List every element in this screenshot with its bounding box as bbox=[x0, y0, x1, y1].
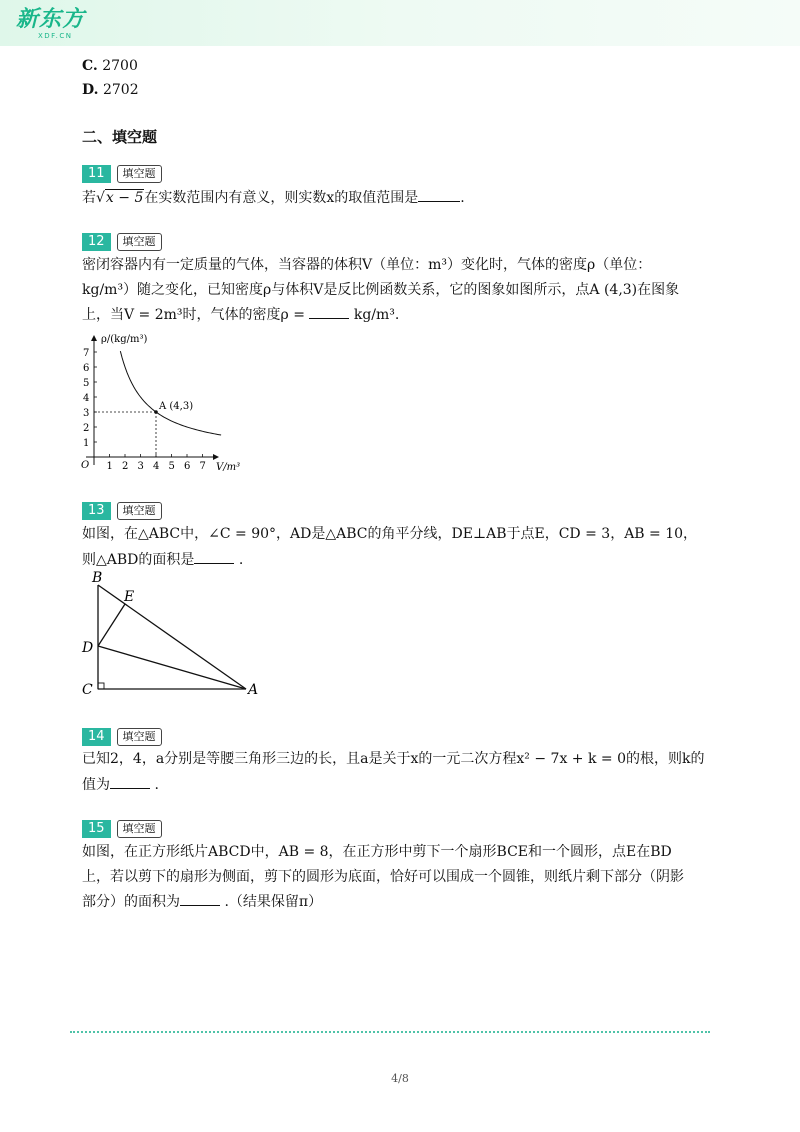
question-number: 14 bbox=[82, 728, 111, 746]
question-11-text: 若√x − 5在实数范围内有意义，则实数x的取值范围是 . bbox=[82, 187, 465, 208]
question-13-header bbox=[82, 502, 162, 522]
x-tick-label: 1 bbox=[106, 461, 113, 472]
answer-blank[interactable] bbox=[194, 549, 234, 564]
question-14-line-2: 值为 . bbox=[82, 774, 159, 795]
question-type-tag: 填空题 bbox=[117, 233, 162, 251]
answer-blank[interactable] bbox=[418, 187, 460, 202]
question-number: 11 bbox=[82, 165, 111, 183]
answer-blank[interactable] bbox=[110, 774, 150, 789]
vertex-a: A bbox=[248, 682, 259, 698]
option-value: 2700 bbox=[102, 58, 138, 74]
vertex-b: B bbox=[92, 570, 103, 586]
option-d bbox=[82, 80, 139, 100]
x-tick-label: 6 bbox=[184, 461, 191, 472]
question-14-line-1: 已知2，4，a分别是等腰三角形三边的长，且a是关于x的一元二次方程x² − 7x + k = 0的根，则k的 bbox=[82, 751, 705, 767]
density-volume-graph bbox=[68, 328, 258, 478]
vertex-e: E bbox=[124, 589, 135, 605]
vertex-d: D bbox=[82, 640, 94, 656]
question-15-header bbox=[82, 820, 162, 840]
page-header bbox=[0, 0, 800, 46]
side-ab bbox=[98, 585, 246, 689]
question-11-header bbox=[82, 165, 162, 185]
question-13-line-2: 则△ABD的面积是 . bbox=[82, 549, 243, 570]
y-tick-label: 3 bbox=[83, 408, 90, 419]
option-letter: C. bbox=[82, 58, 98, 74]
question-12-line-1: 密闭容器内有一定质量的气体，当容器的体积V（单位：m³）变化时，气体的密度ρ（单位： bbox=[82, 257, 652, 273]
option-value: 2702 bbox=[102, 82, 139, 98]
question-15-line-3: 部分）的面积为 .（结果保留π） bbox=[82, 891, 322, 912]
logo-main-text: 新东方 bbox=[16, 7, 86, 32]
sqrt-expression: √x − 5 bbox=[96, 190, 144, 206]
y-tick-label: 4 bbox=[83, 393, 90, 404]
y-tick-label: 2 bbox=[83, 423, 90, 434]
question-number: 12 bbox=[82, 233, 111, 251]
question-13-line-1: 如图，在△ABC中，∠C = 90°，AD是△ABC的角平分线，DE⊥AB于点E，CD = 3，AB = 10， bbox=[82, 526, 698, 542]
vertex-c: C bbox=[82, 682, 93, 698]
point-a bbox=[154, 410, 158, 414]
question-number: 15 bbox=[82, 820, 111, 838]
footer-divider bbox=[70, 1031, 710, 1033]
x-axis-label: V/m³ bbox=[216, 462, 241, 473]
question-type-tag: 填空题 bbox=[117, 502, 162, 520]
x-tick-label: 3 bbox=[137, 461, 144, 472]
answer-blank[interactable] bbox=[309, 304, 349, 319]
y-tick-label: 6 bbox=[83, 363, 90, 374]
y-tick-label: 5 bbox=[83, 378, 90, 389]
question-12-header bbox=[82, 233, 162, 253]
triangle-figure bbox=[78, 568, 268, 700]
y-tick-label: 7 bbox=[83, 348, 90, 359]
answer-blank[interactable] bbox=[180, 891, 220, 906]
page-number: 4/8 bbox=[391, 1072, 409, 1085]
y-axis-label: ρ/(kg/m³) bbox=[101, 334, 148, 345]
question-12-line-2: kg/m³）随之变化，已知密度ρ与体积V是反比例函数关系，它的图象如图所示，点A (4,3)在图象 bbox=[82, 282, 680, 298]
question-number: 13 bbox=[82, 502, 111, 520]
x-tick-label: 2 bbox=[122, 461, 129, 472]
logo-sub-text: XDF.CN bbox=[38, 32, 73, 40]
question-type-tag: 填空题 bbox=[117, 728, 162, 746]
point-a-label: A (4,3) bbox=[159, 401, 194, 412]
origin-label: O bbox=[81, 460, 90, 471]
question-type-tag: 填空题 bbox=[117, 820, 162, 838]
question-type-tag: 填空题 bbox=[117, 165, 162, 183]
right-angle-mark bbox=[98, 683, 104, 689]
segment-ad bbox=[98, 646, 246, 689]
option-c bbox=[82, 56, 138, 76]
question-15-line-2: 上，若以剪下的扇形为侧面，剪下的圆形为底面，恰好可以围成一个圆锥，则纸片剩下部分（阴影 bbox=[82, 869, 684, 885]
x-tick-label: 5 bbox=[168, 461, 175, 472]
y-tick-label: 1 bbox=[83, 438, 90, 449]
question-12-line-3: 上，当V = 2m³时，气体的密度ρ = kg/m³. bbox=[82, 304, 399, 325]
section-title: 二、填空题 bbox=[82, 128, 158, 146]
inverse-curve bbox=[120, 351, 221, 435]
question-15-line-1: 如图，在正方形纸片ABCD中，AB = 8，在正方形中剪下一个扇形BCE和一个圆形，点E在BD bbox=[82, 844, 672, 860]
x-tick-label: 7 bbox=[199, 461, 206, 472]
question-14-header bbox=[82, 728, 162, 748]
option-letter: D. bbox=[82, 82, 99, 98]
x-tick-label: 4 bbox=[153, 461, 160, 472]
brand-logo bbox=[16, 8, 85, 40]
segment-de bbox=[98, 604, 125, 646]
